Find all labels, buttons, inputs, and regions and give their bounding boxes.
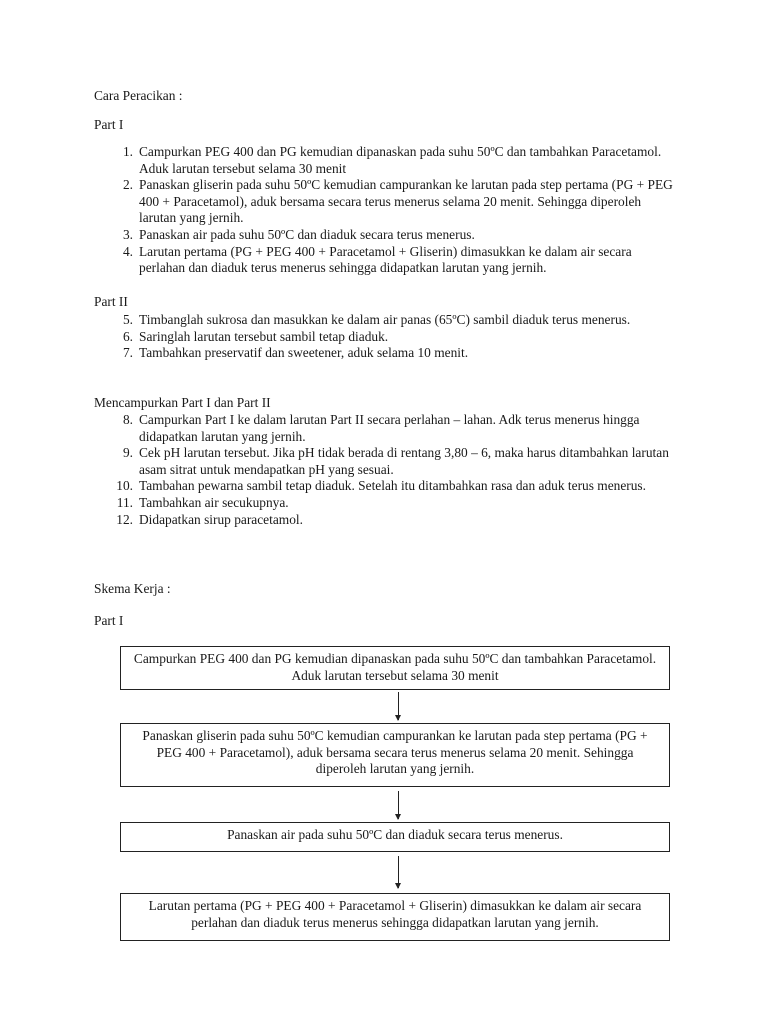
flowchart-box-4: Larutan pertama (PG + PEG 400 + Paracetamol + Gliserin) dimasukkan ke dalam air secara perlahan dan diaduk terus menerus sehingga didapatkan larutan yang jernih. — [120, 893, 670, 941]
step-text: Tambahan pewarna sambil tetap diaduk. Setelah itu ditambahkan rasa dan aduk terus menerus. — [139, 478, 646, 494]
part1-step-list — [94, 144, 678, 277]
step-number: 11. — [116, 494, 133, 510]
flowchart-box-3: Panaskan air pada suhu 50ºC dan diaduk secara terus menerus. — [120, 822, 670, 852]
heading-mix-parts: Mencampurkan Part I dan Part II — [94, 395, 271, 410]
heading-part-1: Part I — [94, 117, 124, 132]
part2-step-list — [94, 312, 678, 362]
step-number: 1. — [122, 144, 133, 159]
step-text: Cek pH larutan tersebut. Jika pH tidak berada di rentang 3,80 – 6, maka harus ditambahkan larutan asam sitrat untuk mendapatkan pH yang sesuai. — [139, 445, 669, 477]
step-text: Didapatkan sirup paracetamol. — [139, 511, 303, 527]
list-item — [94, 478, 678, 495]
step-text: Larutan pertama (PG + PEG 400 + Paracetamol + Gliserin) dimasukkan ke dalam air secara perlahan dan diaduk terus menerus sehingga didapatkan larutan yang jernih. — [139, 243, 632, 276]
flow-arrow-down-icon — [398, 856, 399, 888]
list-item — [94, 345, 678, 362]
flowchart-box-2: Panaskan gliserin pada suhu 50ºC kemudian campurankan ke larutan pada step pertama (PG + PEG 400 + Paracetamol), aduk bersama secara terus menerus selama 20 menit. Sehingga diperoleh larutan yang jernih. — [120, 723, 670, 787]
step-number: 12. — [116, 511, 133, 527]
step-number: 8. — [122, 412, 133, 427]
step-number: 3. — [122, 226, 133, 242]
list-item — [94, 312, 678, 329]
mix-step-list — [94, 412, 678, 528]
step-number: 7. — [122, 345, 133, 361]
step-number: 6. — [122, 328, 133, 344]
step-text: Panaskan air pada suhu 50ºC dan diaduk secara terus menerus. — [139, 226, 475, 242]
list-item — [94, 412, 678, 445]
list-item — [94, 244, 678, 277]
heading-part-2: Part II — [94, 294, 128, 309]
step-number: 2. — [122, 177, 133, 193]
flow-arrow-down-icon — [398, 692, 399, 720]
step-text: Campurkan PEG 400 dan PG kemudian dipanaskan pada suhu 50ºC dan tambahkan Paracetamol. Aduk larutan tersebut selama 30 menit — [139, 144, 662, 176]
step-text: Campurkan Part I ke dalam larutan Part II secara perlahan – lahan. Adk terus menerus hingga didapatkan larutan yang jernih. — [139, 412, 640, 444]
list-item — [94, 144, 678, 177]
step-text: Tambahkan preservatif dan sweetener, aduk selama 10 menit. — [139, 345, 469, 361]
step-text: Panaskan gliserin pada suhu 50ºC kemudian campurankan ke larutan pada step pertama (PG + PEG 400 + Paracetamol), aduk bersama secara terus menerus selama 20 menit. Sehingga diperoleh larutan yang jernih. — [139, 177, 673, 226]
flowchart-box-1: Campurkan PEG 400 dan PG kemudian dipanaskan pada suhu 50ºC dan tambahkan Paracetamol. Aduk larutan tersebut selama 30 menit — [120, 646, 670, 690]
list-item — [94, 177, 678, 227]
list-item — [94, 227, 678, 244]
list-item — [94, 445, 678, 478]
step-number: 10. — [116, 478, 133, 494]
list-item — [94, 512, 678, 529]
step-text: Tambahkan air secukupnya. — [139, 494, 289, 510]
heading-skema-kerja: Skema Kerja : — [94, 581, 171, 596]
heading-cara-peracikan: Cara Peracikan : — [94, 88, 183, 103]
step-number: 9. — [122, 445, 133, 461]
step-text: Timbanglah sukrosa dan masukkan ke dalam air panas (65ºC) sambil diaduk terus menerus. — [139, 312, 631, 327]
heading-skema-part-1: Part I — [94, 613, 124, 628]
list-item — [94, 495, 678, 512]
list-item — [94, 329, 678, 346]
step-text: Saringlah larutan tersebut sambil tetap diaduk. — [139, 328, 389, 344]
flow-arrow-down-icon — [398, 791, 399, 819]
step-number: 4. — [122, 243, 133, 259]
step-number: 5. — [122, 312, 133, 327]
